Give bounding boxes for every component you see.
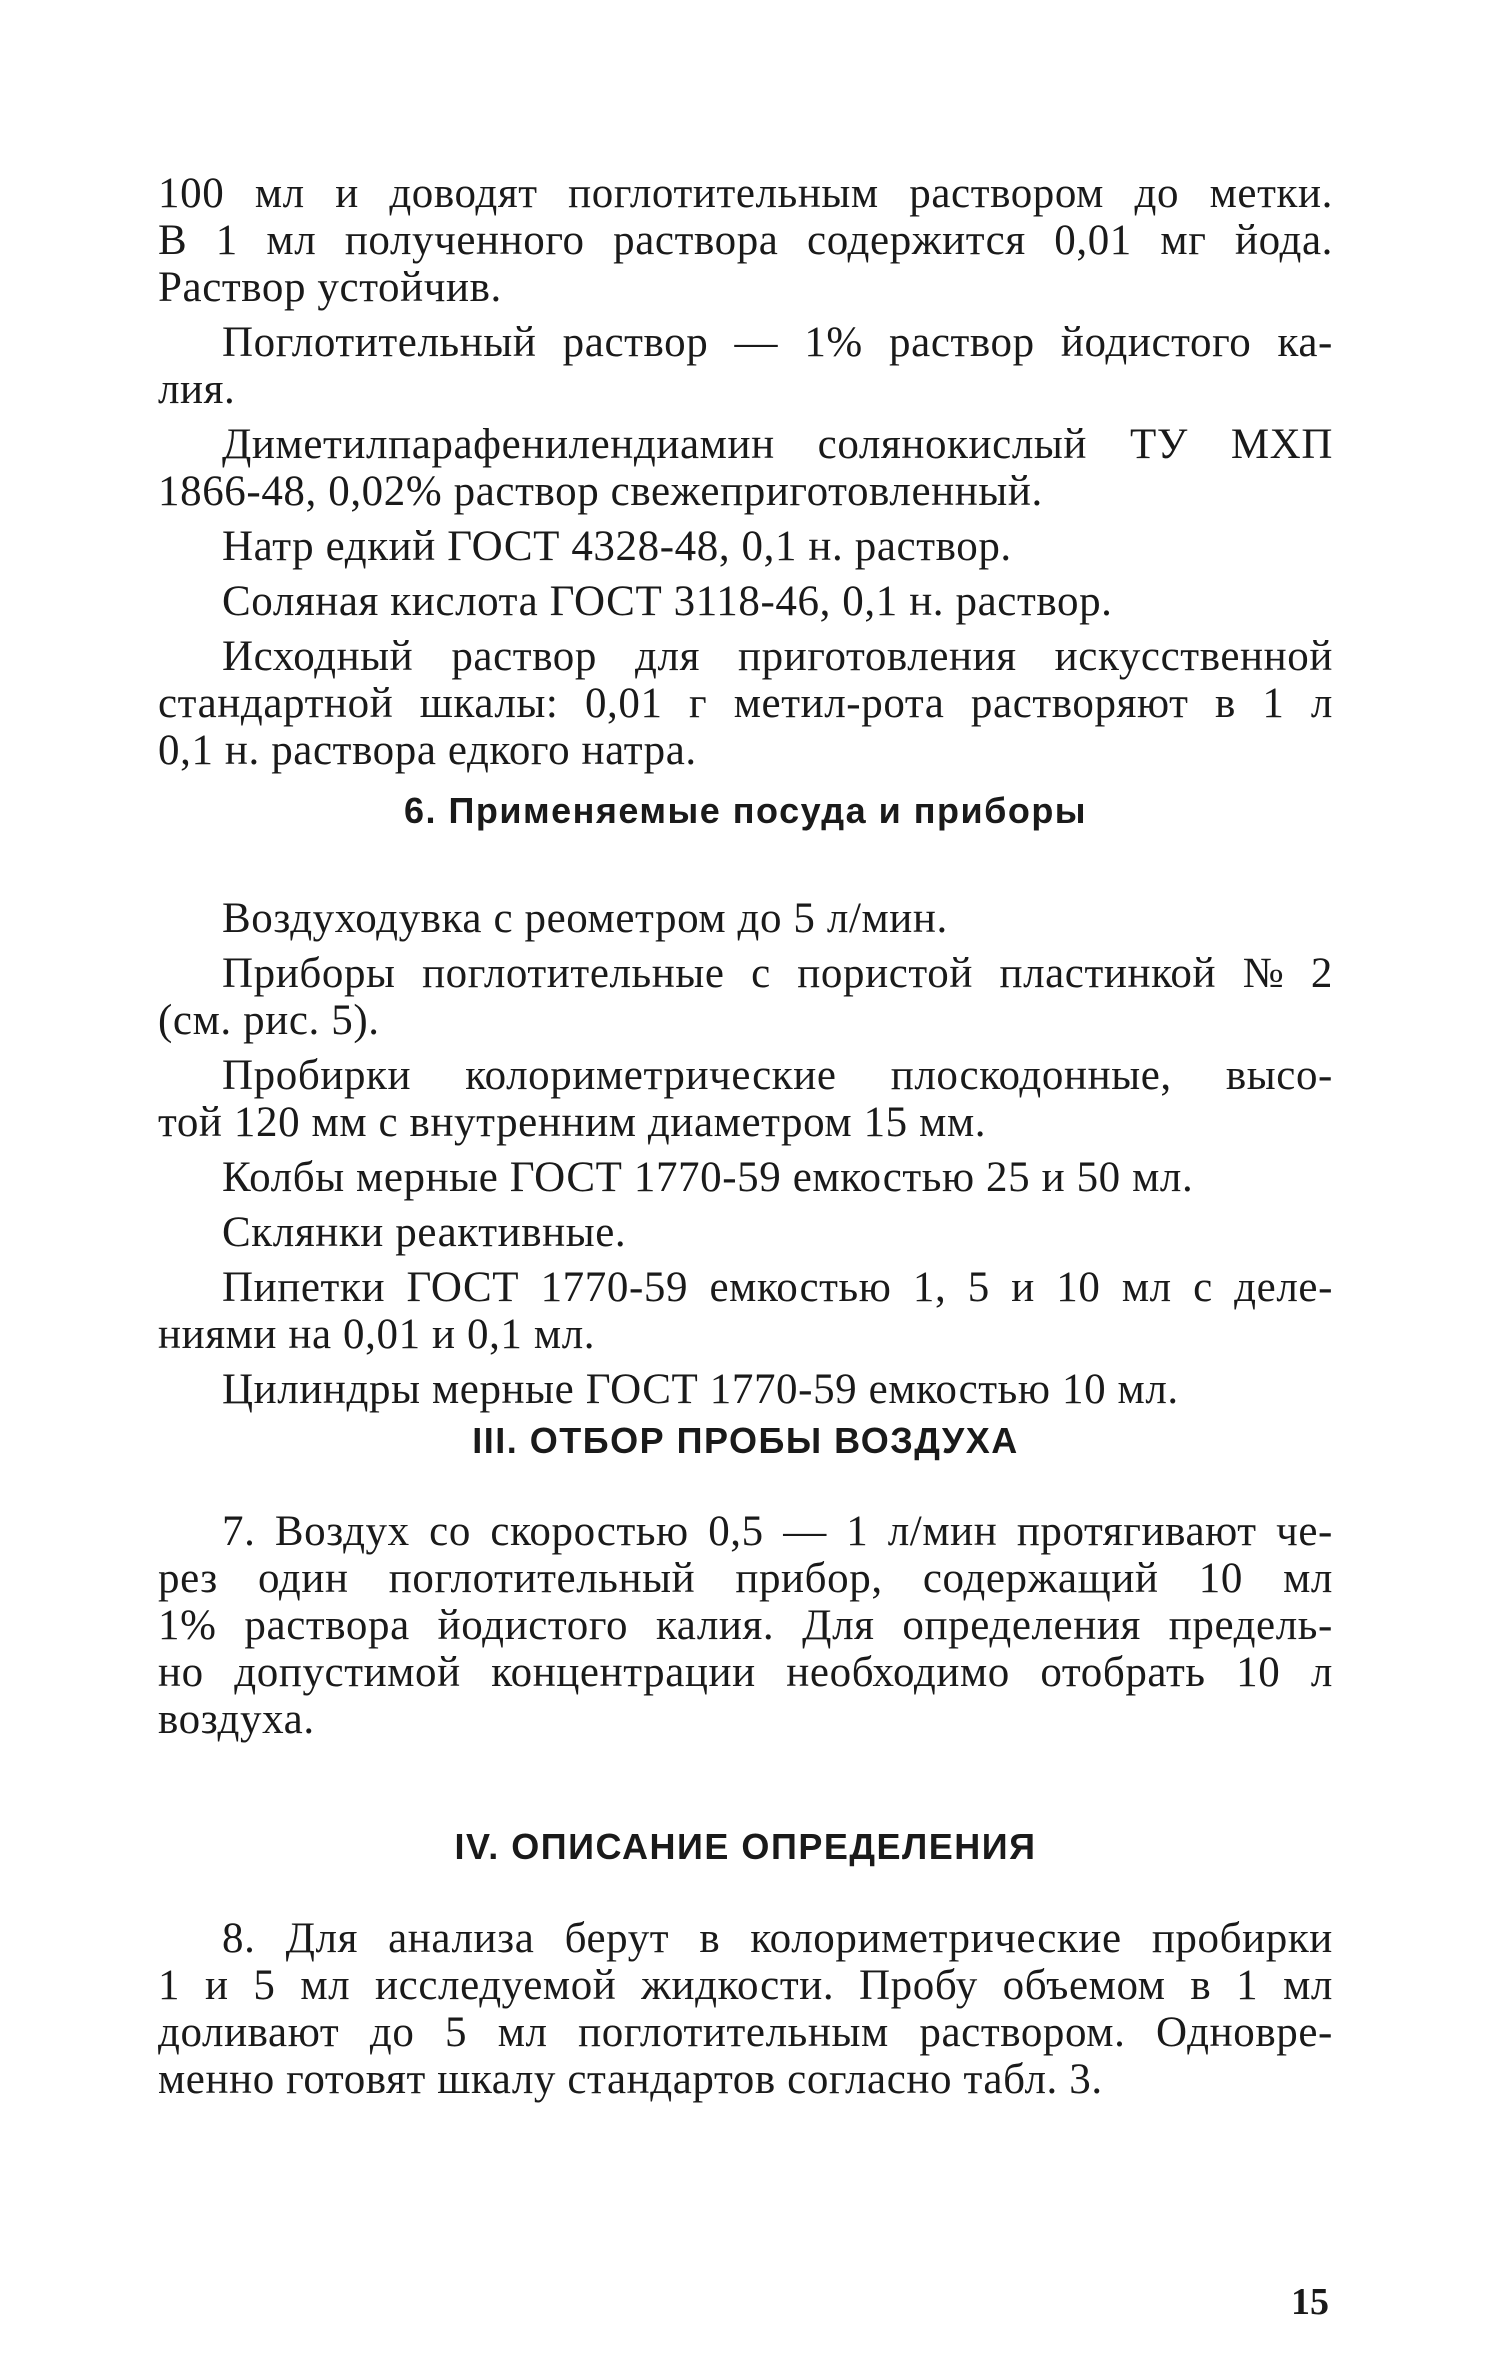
section-3-body [158,1508,1333,1751]
text-line: 1866-48, 0,02% раствор свежеприготовленный. [158,468,1043,515]
text-line: В 1 мл полученного раствора содержится 0,01 мг йода. [158,217,1333,264]
paragraph [158,523,1333,570]
text-line: лия. [158,366,236,413]
text-line: 1% раствора йодистого калия. Для определения предель- [158,1602,1333,1649]
text-line: Цилиндры мерные ГОСТ 1770-59 емкостью 10 мл. [222,1366,1179,1413]
text-line: воздуха. [158,1696,315,1743]
text-line: 1 и 5 мл исследуемой жидкости. Пробу объемом в 1 мл [158,1962,1333,2009]
paragraph [158,1264,1333,1358]
paragraph [158,1052,1333,1146]
text-line: 7. Воздух со скоростью 0,5 — 1 л/мин протягивают че- [222,1508,1333,1555]
text-line: но допустимой концентрации необходимо отобрать 10 л [158,1649,1333,1696]
text-line: Приборы поглотительные с пористой пластинкой № 2 [222,950,1333,997]
section-title: 6. Применяемые посуда и приборы [403,790,1088,831]
section-6-heading-block [158,790,1333,832]
text-line: той 120 мм с внутренним диаметром 15 мм. [158,1099,987,1146]
intro-block [158,170,1333,782]
paragraph [158,319,1333,413]
text-line: Натр едкий ГОСТ 4328-48, 0,1 н. раствор. [222,523,1012,570]
paragraph [158,421,1333,515]
text-line: Колбы мерные ГОСТ 1770-59 емкостью 25 и 50 мл. [222,1154,1194,1201]
paragraph [158,1154,1333,1201]
text-line: Диметилпарафенилендиамин солянокислый ТУ МХП [222,421,1333,468]
paragraph [158,950,1333,1044]
text-line: Соляная кислота ГОСТ 3118-46, 0,1 н. раствор. [222,578,1113,625]
text-line: стандартной шкалы: 0,01 г метил-рота растворяют в 1 л [158,680,1333,727]
section-4-heading-block [158,1826,1333,1868]
text-line: Раствор устойчив. [158,264,502,311]
text-line: Склянки реактивные. [222,1209,627,1256]
text-line: Пробирки колориметрические плоскодонные, высо- [222,1052,1333,1099]
paragraph [158,1209,1333,1256]
text-line: Исходный раствор для приготовления искусственной [222,633,1333,680]
text-line: ниями на 0,01 и 0,1 мл. [158,1311,596,1358]
paragraph [158,1508,1333,1743]
paragraph [158,1366,1333,1413]
page-number: 15 [1291,2281,1329,2323]
text-line: рез один поглотительный прибор, содержащий 10 мл [158,1555,1333,1602]
section-title: III. ОТБОР ПРОБЫ ВОЗДУХА [472,1420,1019,1461]
text-line: Пипетки ГОСТ 1770-59 емкостью 1, 5 и 10 мл с деле- [222,1264,1333,1311]
text-line: доливают до 5 мл поглотительным раствором. Одновре- [158,2009,1333,2056]
paragraph [158,170,1333,311]
text-line: 0,1 н. раствора едкого натра. [158,727,697,774]
paragraph [158,1915,1333,2103]
paragraph [158,578,1333,625]
section-6-body [158,895,1333,1421]
section-3-heading-block [158,1420,1333,1462]
text-line: менно готовят шкалу стандартов согласно табл. 3. [158,2056,1103,2103]
text-line: Поглотительный раствор — 1% раствор йодистого ка- [222,319,1333,366]
paragraph [158,633,1333,774]
text-line: Воздуходувка с реометром до 5 л/мин. [222,895,948,942]
text-line: 100 мл и доводят поглотительным раствором до метки. [158,170,1333,217]
text-line: 8. Для анализа берут в колориметрические пробирки [222,1915,1333,1962]
paragraph [158,895,1333,942]
section-title: IV. ОПИСАНИЕ ОПРЕДЕЛЕНИЯ [454,1826,1037,1867]
section-4-body [158,1915,1333,2111]
text-line: (см. рис. 5). [158,997,380,1044]
